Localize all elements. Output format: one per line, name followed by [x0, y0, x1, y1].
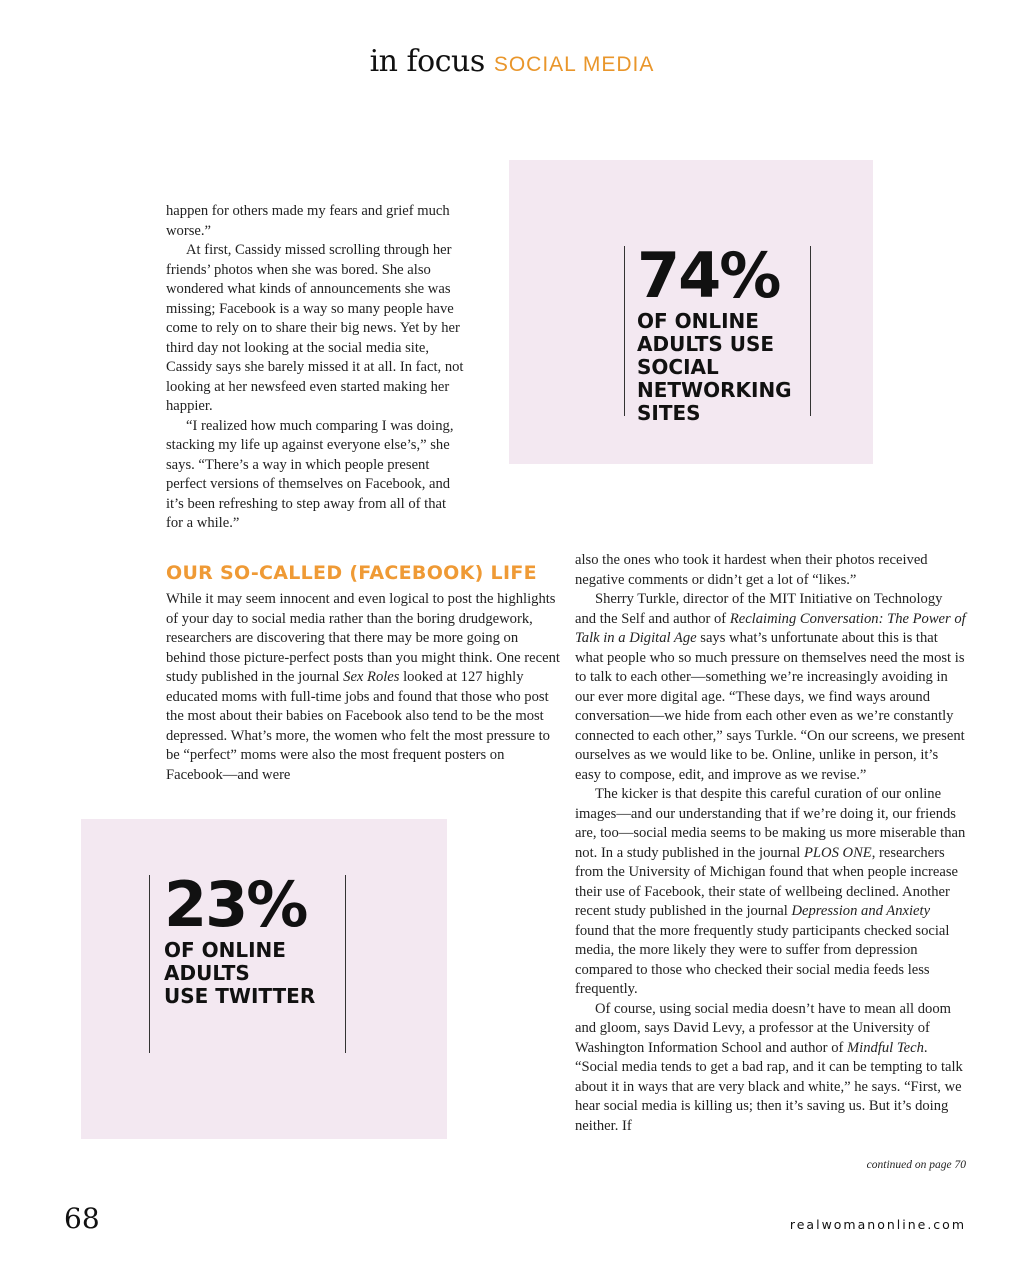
paragraph: Of course, using social media doesn’t have to mean all doom and gloom, says David Levy, a professor at the University of Washington Information School and author of Mindful Tech. “Social media tends to get a bad rap, and it can be tempting to talk about it in ways that are very black and white,” he says. “First, we hear social media is killing us; then it’s saving us. But it’s doing neither. If	[575, 1000, 963, 1134]
journal-title: PLOS ONE	[804, 844, 872, 861]
paragraph: The kicker is that despite this careful curation of our online images—and our understanding that if we’re doing it, our friends are, too—social media seems to be making us more miserable than not. In a study published in the journal PLOS ONE, researchers from the University of Michigan found that when people increase their use of Facebook, their state of wellbeing declined. Another recent study published in the journal Depression and Anxiety found that the more frequently study participants checked social media, the more likely they were to suffer from depression compared to those who checked their social media feeds less frequently.	[575, 786, 966, 997]
stat-number-23: 23%	[164, 868, 307, 941]
stat-box-social-networking	[509, 160, 873, 464]
article-column-left	[166, 590, 561, 785]
stat-box-twitter	[81, 819, 447, 1139]
book-title: Mindful Tech	[847, 1039, 924, 1056]
paragraph: At first, Cassidy missed scrolling through her friends’ photos when she was bored. She also wondered what kinds of announcements she was missing; Facebook is a way so many people have come to rely on to share their big news. Yet by her third day not looking at the social media site, Cassidy says she barely missed it at all. In fact, not looking at her newsfeed even started making her happier.	[166, 242, 464, 414]
website-url: realwomanonline.com	[789, 1217, 966, 1232]
paragraph: happen for others made my fears and grief much worse.”	[166, 203, 450, 239]
book-title: Reclaiming Conversation: The Power of Talk in a Digital Age	[575, 610, 966, 646]
paragraph: “I realized how much comparing I was doing, stacking my life up against everyone else’s,” she says. “There’s a way in which people present perfect versions of themselves on Facebook, and it’s been refreshing to step away from all of that for a while.”	[166, 417, 454, 531]
man-with-phone-illustration	[1019, 330, 1024, 425]
section-subhead: OUR SO-CALLED (FACEBOOK) LIFE	[166, 562, 537, 584]
stat-number-74: 74%	[637, 239, 780, 312]
journal-title: Depression and Anxiety	[791, 903, 931, 919]
section-title: SOCIAL MEDIA	[493, 53, 655, 76]
stat-frame	[624, 239, 811, 425]
journal-title: Sex Roles	[343, 669, 400, 685]
article-column-top	[166, 202, 466, 534]
paragraph: While it may seem innocent and even logical to post the highlights of your day to social media rather than the boring drudgework, researchers are discovering that there may be more going on behind those picture-perfect posts than you might think. One recent study published in the journal Sex Roles looked at 127 highly educated moms with full-time jobs and found that those who post the most about their babies on Facebook also tend to be the most depressed. What’s more, the women who felt the most pressure to be “perfect” moms were also the most frequent posters on Facebook—and were	[166, 591, 560, 783]
article-column-right	[575, 551, 967, 1136]
paragraph: Sherry Turkle, director of the MIT Initiative on Technology and the Self and author of Reclaiming Conversation: The Power of Talk in a Digital Age says what’s unfortunate about this is that what people who so much pressure on themselves need the most is to talk to each other—something we’re increasingly avoiding in our ever more digital age. “These days, we find ways around conversation—we hide from each other even as we’re constantly connected to each other,” says Turkle. “On our screens, we present ourselves as we would like to be. Online, unlike in person, it’s easy to compose, edit, and improve as we revise.”	[575, 591, 966, 783]
page-header	[0, 44, 1024, 79]
stat-frame	[149, 868, 346, 1053]
page-number: 68	[64, 1202, 100, 1235]
stat-label-74: OF ONLINE ADULTS USE SOCIAL NETWORKING SITES	[637, 309, 792, 425]
brand-in-focus: in focus	[369, 44, 485, 79]
stat-label-23: OF ONLINE ADULTS USE TWITTER	[164, 938, 316, 1008]
continued-note: continued on page 70	[866, 1159, 966, 1171]
paragraph: also the ones who took it hardest when their photos received negative comments or didn’t get a lot of “likes.”	[575, 552, 928, 588]
